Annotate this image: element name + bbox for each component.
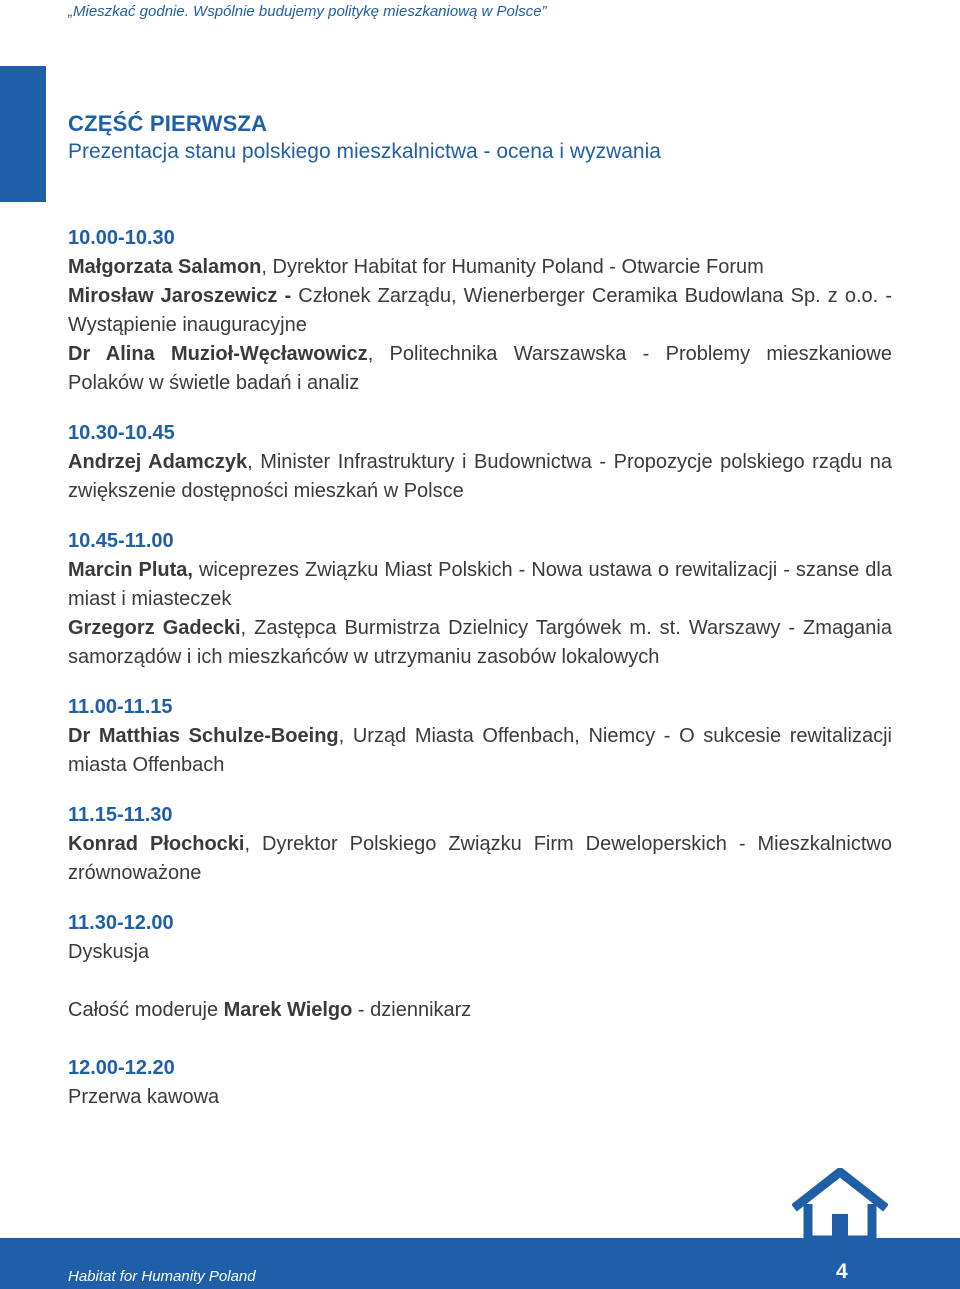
agenda-entry <box>68 340 892 398</box>
agenda-slot <box>68 693 892 780</box>
moderator-note <box>68 996 892 1025</box>
entry-text: , Zastępca Burmistrza Dzielnicy Targówek m. st. Warszawy - Zmagania samorządów i ich mieszkańców w utrzymaniu zasobów lokalowych <box>68 617 892 668</box>
break-text: Przerwa kawowa <box>68 1086 220 1108</box>
slot-time: 10.45-11.00 <box>68 530 174 552</box>
section-subtitle: Prezentacja stanu polskiego mieszkalnictwa - ocena i wyzwania <box>68 140 661 163</box>
moderator-prefix: Całość moderuje <box>68 999 224 1021</box>
entry-text: wiceprezes Związku Miast Polskich - Nowa ustawa o rewitalizacji - szanse dla miast i miasteczek <box>68 559 892 610</box>
agenda-entry <box>68 253 892 282</box>
slot-time: 11.00-11.15 <box>68 696 173 718</box>
moderator-suffix: - dziennikarz <box>352 999 472 1021</box>
entry-text: , Minister Infrastruktury i Budownictwa - Propozycje polskiego rządu na zwiększenie dostępności mieszkań w Polsce <box>68 451 892 502</box>
agenda-slot <box>68 527 892 672</box>
break-slot <box>68 1054 892 1112</box>
agenda-entry <box>68 938 892 967</box>
moderator-line <box>68 996 892 1025</box>
slot-time: 11.15-11.30 <box>68 804 173 826</box>
accent-bar <box>0 66 46 202</box>
entry-text: Członek Zarządu, Wienerberger Ceramika Budowlana Sp. z o.o. - Wystąpienie inauguracyjne <box>68 285 893 336</box>
speaker-name: Dr Matthias Schulze-Boeing <box>68 725 339 747</box>
agenda-entry <box>68 830 892 888</box>
footer-org: Habitat for Humanity Poland <box>68 1268 256 1285</box>
speaker-name: Małgorzata Salamon <box>68 256 262 278</box>
section-title: CZĘŚĆ PIERWSZA <box>68 111 268 136</box>
house-roof <box>794 1172 886 1208</box>
speaker-name: Mirosław Jaroszewicz - <box>68 285 292 307</box>
entry-text: , Urząd Miasta Offenbach, Niemcy - O sukcesie rewitalizacji miasta Offenbach <box>68 725 892 776</box>
house-door <box>832 1214 848 1240</box>
agenda-slot <box>68 909 892 967</box>
header-motto: „Mieszkać godnie. Wspólnie budujemy politykę mieszkaniową w Polsce” <box>68 3 547 20</box>
agenda-slot <box>68 801 892 888</box>
speaker-name: Andrzej Adamczyk <box>68 451 248 473</box>
agenda-entry <box>68 282 892 340</box>
agenda-entry <box>68 722 892 780</box>
entry-text: , Politechnika Warszawska - Problemy mieszkaniowe Polaków w świetle badań i analiz <box>68 343 892 394</box>
slot-time: 11.30-12.00 <box>68 912 174 934</box>
moderator-name: Marek Wielgo <box>223 999 353 1021</box>
speaker-name: Grzegorz Gadecki <box>68 617 241 639</box>
entry-text: , Dyrektor Habitat for Humanity Poland - Otwarcie Forum <box>261 256 764 278</box>
agenda-entry <box>68 556 892 614</box>
speaker-name: Konrad Płochocki <box>68 833 245 855</box>
page-number: 4 <box>836 1260 848 1283</box>
break-time: 12.00-12.20 <box>68 1057 175 1079</box>
entry-text: , Dyrektor Polskiego Związku Firm Deweloperskich - Mieszkalnictwo zrównoważone <box>68 833 892 884</box>
speaker-name: Marcin Pluta, <box>68 559 193 581</box>
house-icon <box>792 1168 888 1242</box>
slot-time: 10.30-10.45 <box>68 422 175 444</box>
speaker-name: Dr Alina Muzioł-Węcławowicz <box>68 343 368 365</box>
agenda-slot <box>68 419 892 506</box>
slot-time: 10.00-10.30 <box>68 227 175 249</box>
agenda <box>68 224 892 1112</box>
entry-text: Dyskusja <box>68 941 150 963</box>
agenda-entry <box>68 448 892 506</box>
agenda-slot <box>68 224 892 398</box>
agenda-entry <box>68 614 892 672</box>
